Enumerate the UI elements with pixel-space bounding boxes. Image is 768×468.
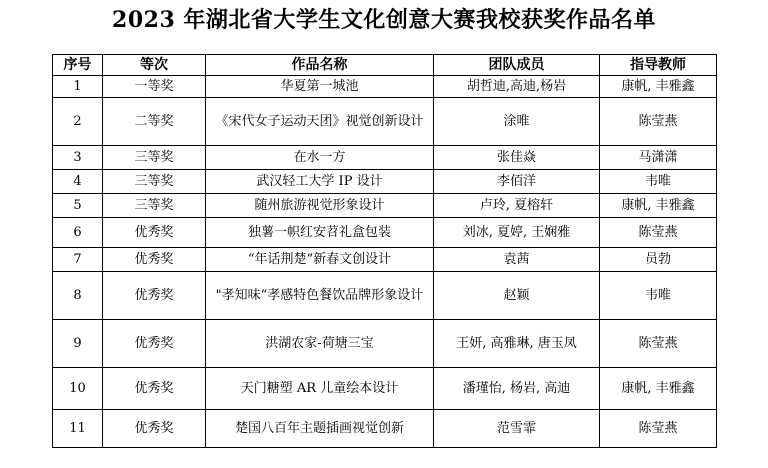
cell-advisor: 员勃 xyxy=(600,248,717,272)
table-row xyxy=(53,194,717,218)
table-row xyxy=(53,146,717,170)
table-row xyxy=(53,272,717,320)
cell-no: 11 xyxy=(53,410,103,448)
cell-advisor: 陈莹燕 xyxy=(600,218,717,248)
cell-level: 三等奖 xyxy=(103,170,206,194)
cell-team: 潘瑾怡, 杨岩, 高迪 xyxy=(434,368,600,410)
cell-no: 3 xyxy=(53,146,103,170)
cell-work: 武汉轻工大学 IP 设计 xyxy=(206,170,434,194)
cell-level: 二等奖 xyxy=(103,98,206,146)
table-row xyxy=(53,98,717,146)
cell-level: 优秀奖 xyxy=(103,410,206,448)
cell-work: 在水一方 xyxy=(206,146,434,170)
column-header-no: 序号 xyxy=(53,55,103,76)
cell-no: 4 xyxy=(53,170,103,194)
cell-work: 独薯一帜红安苕礼盒包装 xyxy=(206,218,434,248)
cell-work: 天门糖塑 AR 儿童绘本设计 xyxy=(206,368,434,410)
table-row xyxy=(53,218,717,248)
cell-no: 10 xyxy=(53,368,103,410)
cell-no: 1 xyxy=(53,76,103,98)
cell-advisor: 陈莹燕 xyxy=(600,98,717,146)
cell-level: 优秀奖 xyxy=(103,368,206,410)
cell-work: 华夏第一城池 xyxy=(206,76,434,98)
table-row xyxy=(53,368,717,410)
column-header-advisor: 指导教师 xyxy=(600,55,717,76)
cell-level: 优秀奖 xyxy=(103,272,206,320)
cell-no: 8 xyxy=(53,272,103,320)
cell-level: 三等奖 xyxy=(103,146,206,170)
cell-team: 袁茜 xyxy=(434,248,600,272)
cell-team: 王妍, 高雅琳, 唐玉凤 xyxy=(434,320,600,368)
page-title: 2023 年湖北省大学生文化创意大赛我校获奖作品名单 xyxy=(112,7,656,33)
column-header-team: 团队成员 xyxy=(434,55,600,76)
cell-team: 范雪霏 xyxy=(434,410,600,448)
cell-advisor: 陈莹燕 xyxy=(600,410,717,448)
cell-work: 楚国八百年主题插画视觉创新 xyxy=(206,410,434,448)
cell-no: 5 xyxy=(53,194,103,218)
cell-no: 9 xyxy=(53,320,103,368)
cell-no: 6 xyxy=(53,218,103,248)
cell-team: 胡哲迪,高迪,杨岩 xyxy=(434,76,600,98)
cell-advisor: 康帆, 丰雅鑫 xyxy=(600,194,717,218)
table-row xyxy=(53,248,717,272)
cell-team: 刘冰, 夏婷, 王娴雅 xyxy=(434,218,600,248)
column-header-level: 等次 xyxy=(103,55,206,76)
cell-team: 张佳焱 xyxy=(434,146,600,170)
cell-work: “年话荆楚”新春文创设计 xyxy=(206,248,434,272)
column-header-work: 作品名称 xyxy=(206,55,434,76)
cell-team: 赵颖 xyxy=(434,272,600,320)
cell-advisor: 韦唯 xyxy=(600,272,717,320)
cell-advisor: 陈莹燕 xyxy=(600,320,717,368)
cell-level: 一等奖 xyxy=(103,76,206,98)
cell-team: 李佰洋 xyxy=(434,170,600,194)
cell-advisor: 康帆, 丰雅鑫 xyxy=(600,368,717,410)
cell-no: 7 xyxy=(53,248,103,272)
table-row xyxy=(53,76,717,98)
cell-level: 三等奖 xyxy=(103,194,206,218)
cell-team: 涂唯 xyxy=(434,98,600,146)
cell-advisor: 马潇潇 xyxy=(600,146,717,170)
table-row xyxy=(53,410,717,448)
cell-work: "孝知味“孝感特色餐饮品牌形象设计 xyxy=(206,272,434,320)
cell-work: 随州旅游视觉形象设计 xyxy=(206,194,434,218)
cell-work: 洪湖农家-荷塘三宝 xyxy=(206,320,434,368)
table-row xyxy=(53,170,717,194)
cell-level: 优秀奖 xyxy=(103,218,206,248)
cell-advisor: 康帆, 丰雅鑫 xyxy=(600,76,717,98)
cell-team: 卢玲, 夏榕轩 xyxy=(434,194,600,218)
cell-level: 优秀奖 xyxy=(103,320,206,368)
cell-advisor: 韦唯 xyxy=(600,170,717,194)
table-row xyxy=(53,320,717,368)
cell-no: 2 xyxy=(53,98,103,146)
award-table xyxy=(52,54,717,448)
cell-work: 《宋代女子运动天团》视觉创新设计 xyxy=(206,98,434,146)
cell-level: 优秀奖 xyxy=(103,248,206,272)
table-header-row xyxy=(53,55,717,76)
